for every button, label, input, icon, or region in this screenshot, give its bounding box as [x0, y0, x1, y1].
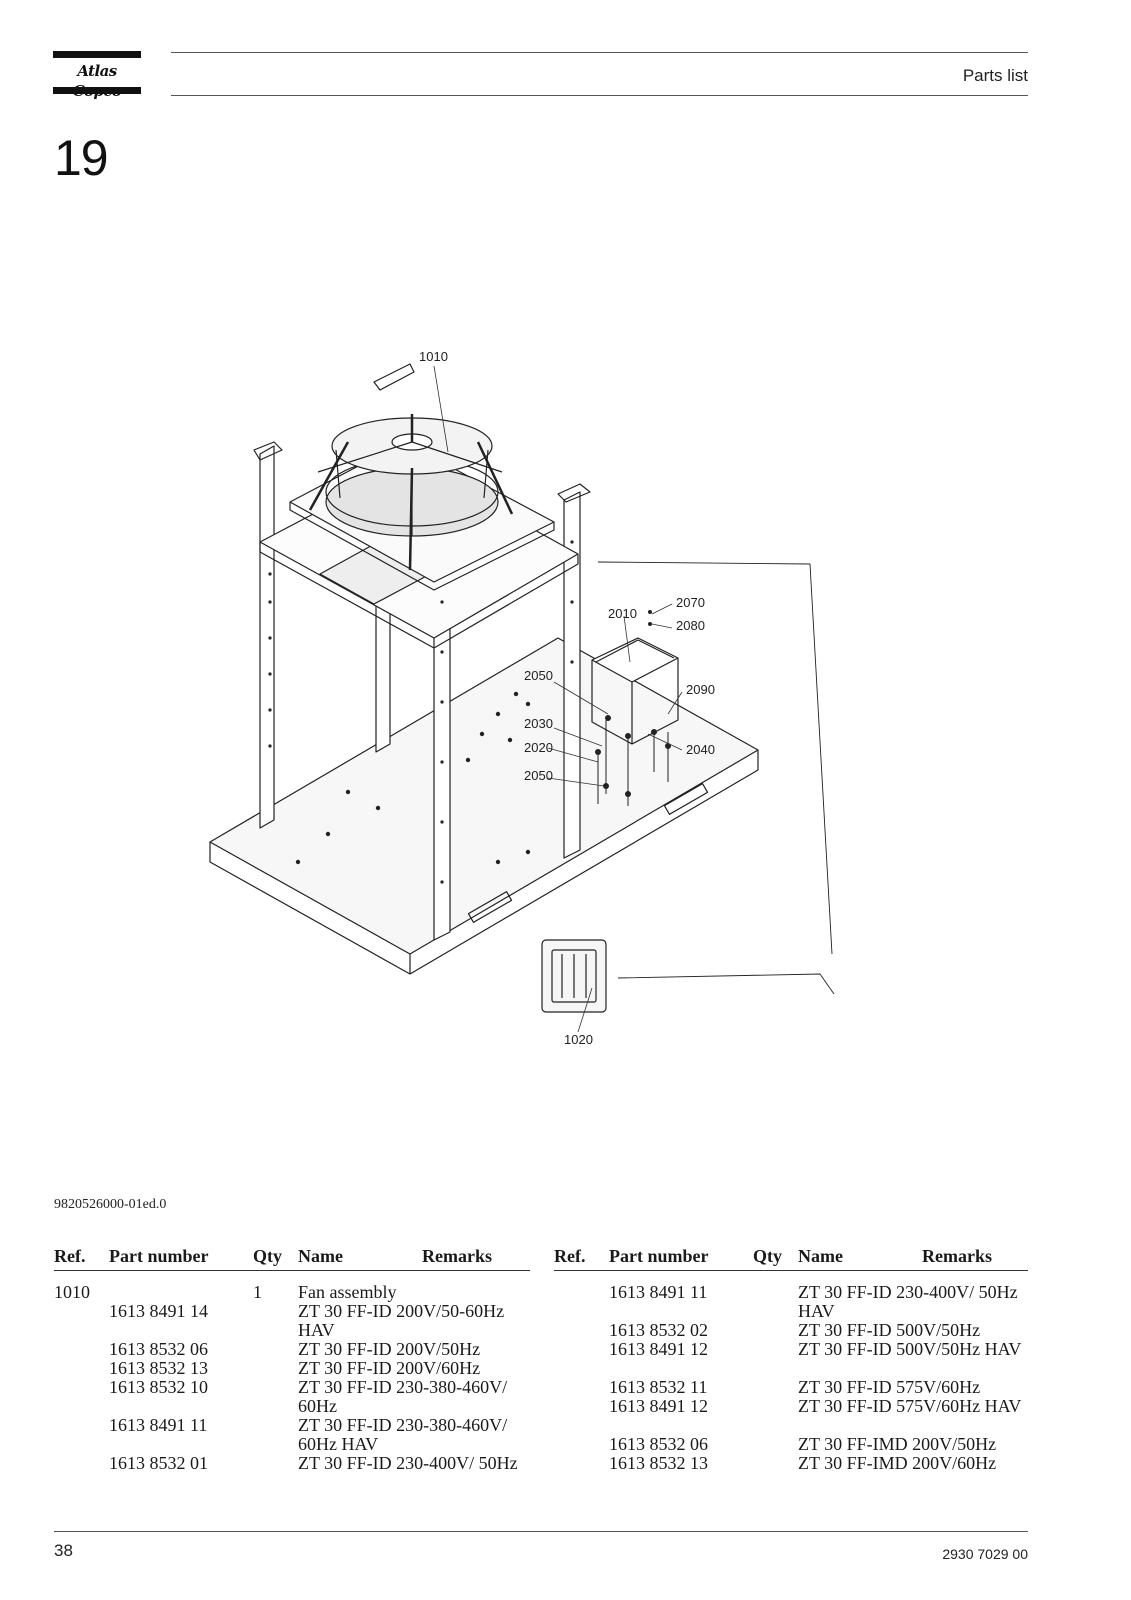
row-name: ZT 30 FF-ID 230-400V/ 50Hz HAV — [798, 1282, 1018, 1321]
callout-2080: 2080 — [676, 618, 705, 633]
row-part-number: 1613 8532 06 — [109, 1339, 208, 1359]
logo-bar-bottom — [53, 87, 141, 94]
header-part-number: Part number — [109, 1246, 209, 1266]
header-ref: Ref. — [54, 1246, 86, 1266]
footer-rule — [54, 1531, 1028, 1532]
row-ref: 1010 — [54, 1282, 90, 1302]
table-row — [554, 1378, 1028, 1397]
row-part-number: 1613 8491 11 — [609, 1282, 708, 1302]
table-row — [554, 1283, 1028, 1321]
row-part-number: 1613 8532 13 — [609, 1453, 708, 1473]
logo-bar-top — [53, 51, 141, 58]
section-number: 19 — [54, 130, 108, 186]
row-part-number: 1613 8532 01 — [109, 1453, 208, 1473]
table-row — [554, 1397, 1028, 1435]
row-part-number: 1613 8532 11 — [609, 1377, 708, 1397]
row-name: ZT 30 FF-ID 575V/60Hz HAV — [798, 1396, 1022, 1416]
header-name: Name — [798, 1246, 843, 1266]
callout-2020: 2020 — [524, 740, 553, 755]
row-name: ZT 30 FF-IMD 200V/50Hz — [798, 1434, 997, 1454]
table-row — [554, 1321, 1028, 1340]
header-part-number: Part number — [609, 1246, 709, 1266]
table-row — [554, 1340, 1028, 1378]
row-part-number: 1613 8532 13 — [109, 1358, 208, 1378]
header-qty: Qty — [753, 1246, 782, 1266]
logo-wordmark: Atlas — [77, 62, 117, 80]
row-name: ZT 30 FF-ID 200V/60Hz — [298, 1358, 481, 1378]
table-row — [54, 1340, 530, 1359]
row-name: ZT 30 FF-IMD 200V/60Hz — [798, 1453, 997, 1473]
brand-logo — [53, 51, 141, 93]
page-number: 38 — [54, 1541, 73, 1560]
row-name: ZT 30 FF-ID 230-380-460V/ 60Hz HAV — [298, 1415, 508, 1454]
table-row — [54, 1302, 530, 1340]
row-name: ZT 30 FF-ID 200V/50-60Hz HAV — [298, 1301, 505, 1340]
parts-table-left — [54, 1246, 530, 1492]
row-name: Fan assembly — [298, 1282, 397, 1302]
row-name: ZT 30 FF-ID 575V/60Hz — [798, 1377, 981, 1397]
drawing-id: 9820526000-01ed.0 — [54, 1197, 167, 1212]
callout-2050-lower: 2050 — [524, 768, 553, 783]
row-qty: 1 — [253, 1282, 262, 1302]
header-remarks: Remarks — [922, 1246, 992, 1266]
callout-2070: 2070 — [676, 595, 705, 610]
callout-2010: 2010 — [608, 606, 637, 621]
header-name: Name — [298, 1246, 343, 1266]
row-part-number: 1613 8491 12 — [609, 1396, 708, 1416]
row-name: ZT 30 FF-ID 230-400V/ 50Hz — [298, 1453, 518, 1473]
row-part-number: 1613 8532 02 — [609, 1320, 708, 1340]
row-name: ZT 30 FF-ID 500V/50Hz — [798, 1320, 981, 1340]
document-number: 2930 7029 00 — [942, 1546, 1028, 1562]
exploded-parts-drawing — [198, 342, 874, 1082]
header-ref: Ref. — [554, 1246, 586, 1266]
parts-table-right — [554, 1246, 1028, 1473]
table-header — [54, 1246, 530, 1271]
row-part-number: 1613 8491 11 — [109, 1415, 208, 1435]
row-name: ZT 30 FF-ID 200V/50Hz — [298, 1339, 481, 1359]
callout-1010: 1010 — [419, 349, 448, 364]
row-part-number: 1613 8532 10 — [109, 1377, 208, 1397]
table-row — [54, 1378, 530, 1416]
base-plate — [210, 638, 758, 954]
callout-2030: 2030 — [524, 716, 553, 731]
document-type: Parts list — [962, 66, 1028, 85]
table-row — [54, 1454, 530, 1492]
row-name: ZT 30 FF-ID 500V/50Hz HAV — [798, 1339, 1022, 1359]
table-row — [54, 1416, 530, 1454]
table-row — [54, 1359, 530, 1378]
table-header — [554, 1246, 1028, 1271]
header-qty: Qty — [253, 1246, 282, 1266]
column-front-left — [260, 446, 274, 828]
header-rule-bottom — [171, 95, 1028, 96]
row-part-number: 1613 8491 14 — [109, 1301, 208, 1321]
table-row — [554, 1435, 1028, 1454]
header-rule-top — [171, 52, 1028, 53]
callout-2040: 2040 — [686, 742, 715, 757]
callout-2050: 2050 — [524, 668, 553, 683]
callout-1020: 1020 — [564, 1032, 593, 1047]
row-part-number: 1613 8491 12 — [609, 1339, 708, 1359]
callout-2090: 2090 — [686, 682, 715, 697]
row-part-number: 1613 8532 06 — [609, 1434, 708, 1454]
row-name: ZT 30 FF-ID 230-380-460V/ 60Hz — [298, 1377, 508, 1416]
header-remarks: Remarks — [422, 1246, 492, 1266]
table-row — [54, 1283, 530, 1302]
table-row — [554, 1454, 1028, 1473]
